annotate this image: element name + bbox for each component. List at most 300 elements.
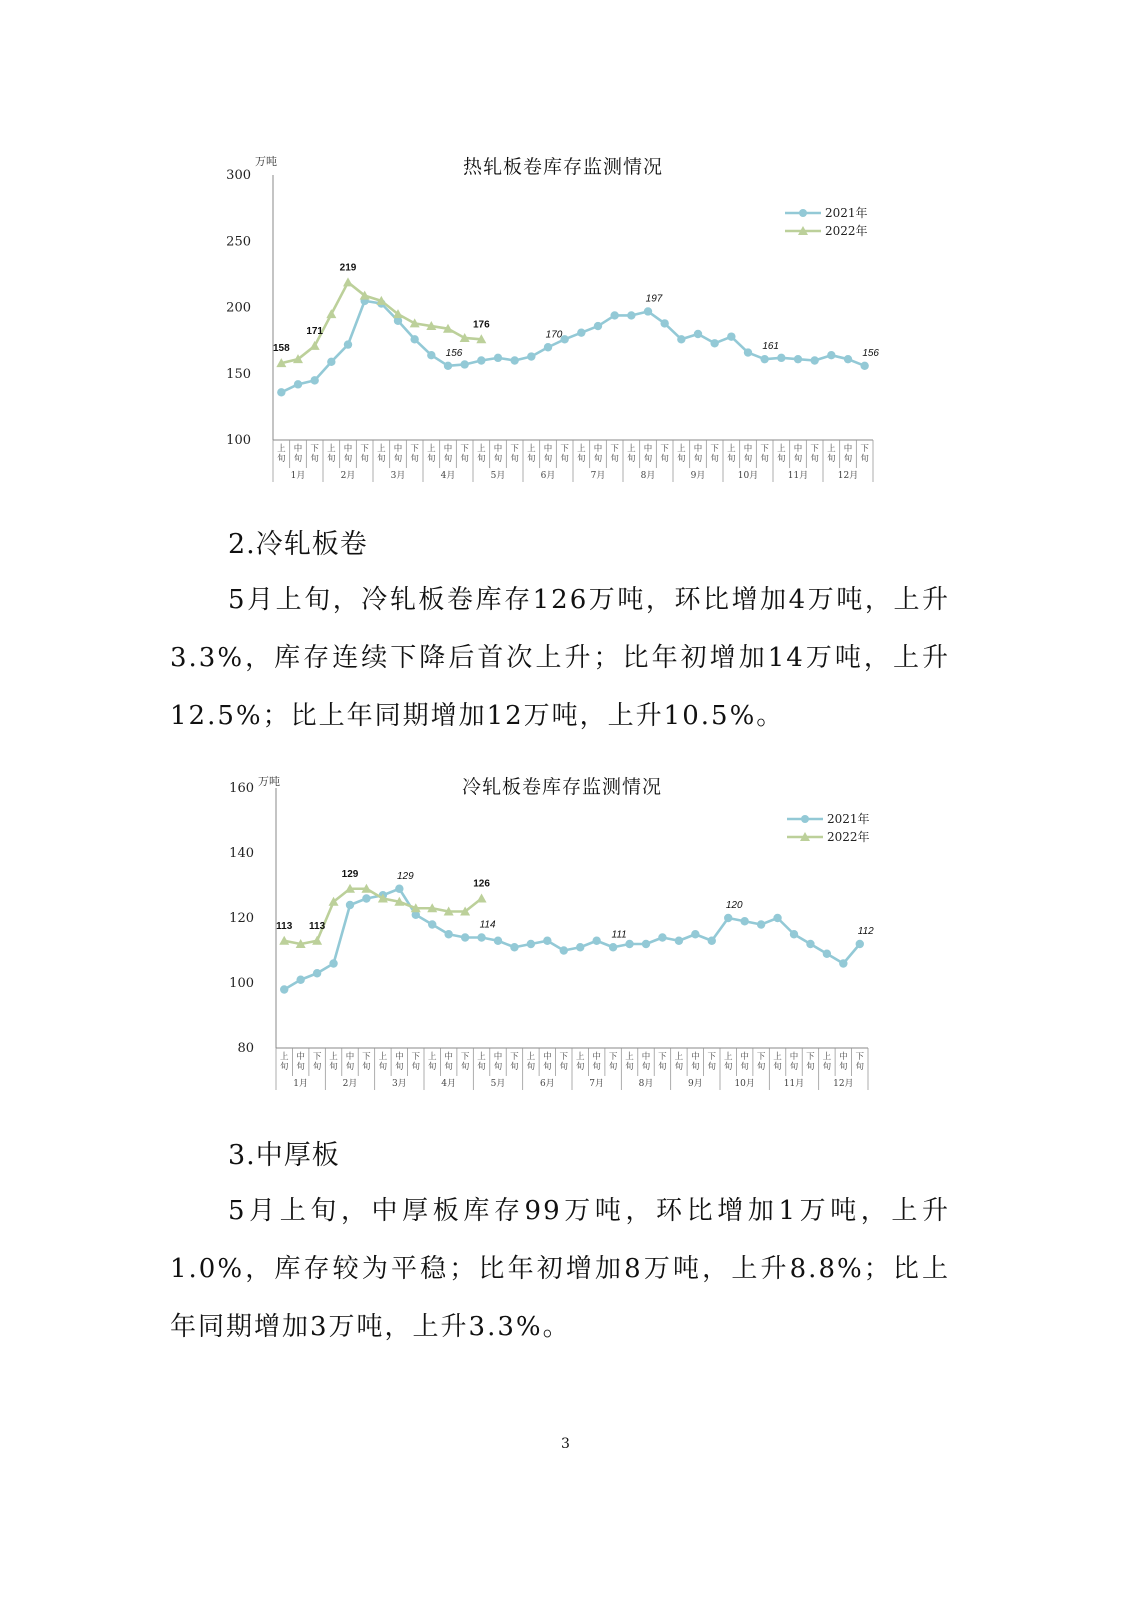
data-point — [329, 959, 337, 967]
x-tick-label — [510, 444, 519, 464]
data-point — [460, 360, 468, 368]
x-tick-char: 旬 — [593, 454, 603, 464]
x-tick-label — [395, 1051, 404, 1072]
x-tick-char: 下 — [510, 444, 519, 454]
data-point — [627, 311, 635, 319]
x-tick-label — [592, 1051, 601, 1072]
x-tick-char: 旬 — [843, 454, 853, 464]
data-label: 111 — [611, 929, 627, 941]
x-tick-label — [410, 444, 419, 464]
x-tick-char: 中 — [493, 1052, 503, 1062]
data-point — [344, 340, 352, 348]
x-tick-label — [694, 443, 703, 464]
x-month-label: 10月 — [737, 471, 759, 481]
data-label: 120 — [725, 900, 743, 911]
x-month-label: 6月 — [540, 471, 556, 481]
data-point — [827, 351, 835, 359]
data-point — [313, 969, 321, 977]
data-point — [677, 335, 685, 343]
data-point — [592, 937, 600, 945]
x-tick-label — [360, 444, 369, 464]
x-tick-char: 下 — [559, 1052, 569, 1062]
data-label: 158 — [272, 343, 290, 355]
data-point — [527, 940, 535, 948]
x-tick-char: 上 — [327, 444, 336, 454]
data-point — [544, 343, 552, 351]
x-tick-char: 旬 — [789, 1062, 799, 1072]
x-tick-label — [625, 1051, 634, 1072]
x-tick-label — [644, 443, 653, 464]
x-tick-label — [594, 443, 603, 464]
x-tick-char: 旬 — [393, 454, 403, 464]
data-point — [280, 985, 288, 993]
x-tick-char: 旬 — [378, 1062, 388, 1072]
x-month-label: 2月 — [342, 1079, 358, 1089]
y-tick-label: 250 — [226, 234, 251, 250]
data-point — [806, 940, 814, 948]
x-tick-char: 下 — [860, 444, 869, 454]
data-point — [510, 356, 518, 364]
x-tick-label — [827, 443, 836, 464]
x-month-label: 3月 — [390, 471, 406, 481]
x-tick-char: 下 — [510, 1052, 519, 1062]
cold-rolled-chart-svg — [225, 765, 905, 1100]
x-tick-char: 上 — [277, 444, 286, 454]
x-tick-label — [710, 444, 719, 464]
y-tick-label: 300 — [226, 168, 251, 183]
x-tick-char: 上 — [822, 1052, 832, 1062]
x-tick-char: 旬 — [693, 454, 703, 464]
data-point — [362, 894, 370, 902]
x-tick-char: 上 — [627, 444, 636, 454]
x-tick-char: 上 — [625, 1052, 634, 1062]
legend-marker — [799, 209, 807, 217]
x-tick-char: 旬 — [360, 454, 369, 464]
x-tick-label — [313, 1052, 322, 1072]
x-tick-char: 旬 — [806, 1062, 815, 1072]
data-point — [294, 380, 302, 388]
data-point — [856, 940, 864, 948]
x-tick-label — [329, 1051, 338, 1072]
x-tick-char: 旬 — [855, 1062, 865, 1072]
y-unit-label: 万吨 — [258, 775, 280, 788]
x-tick-char: 旬 — [707, 1062, 717, 1072]
x-tick-char: 下 — [312, 1052, 322, 1062]
x-month-label: 3月 — [391, 1079, 407, 1089]
data-point — [477, 356, 485, 364]
x-tick-char: 旬 — [444, 1062, 453, 1072]
x-tick-char: 旬 — [674, 1062, 684, 1072]
x-tick-char: 旬 — [411, 1062, 421, 1072]
x-tick-label — [576, 1051, 585, 1072]
x-tick-char: 旬 — [527, 454, 536, 464]
x-month-label: 9月 — [687, 1079, 703, 1089]
data-point — [760, 355, 768, 363]
x-tick-char: 旬 — [493, 1062, 503, 1072]
x-tick-char: 旬 — [395, 1062, 404, 1072]
section-heading-cold-rolled: 2.冷轧板卷 — [228, 529, 368, 560]
x-tick-label — [760, 444, 769, 464]
x-tick-char: 上 — [427, 1052, 437, 1062]
data-point — [724, 914, 732, 922]
x-tick-char: 上 — [677, 444, 686, 454]
x-tick-char: 旬 — [660, 454, 669, 464]
x-tick-char: 旬 — [310, 454, 319, 464]
x-tick-label — [577, 443, 586, 464]
x-tick-label — [494, 443, 503, 464]
y-tick-label: 120 — [229, 911, 254, 926]
x-tick-char: 旬 — [460, 1062, 470, 1072]
data-point — [727, 332, 735, 340]
x-tick-char: 旬 — [627, 454, 636, 464]
x-tick-char: 下 — [608, 1052, 618, 1062]
x-tick-char: 旬 — [743, 454, 753, 464]
x-tick-label — [494, 1051, 503, 1072]
x-tick-char: 旬 — [327, 454, 336, 464]
data-point — [777, 354, 785, 362]
x-tick-char: 下 — [411, 1052, 421, 1062]
x-tick-label — [428, 1051, 437, 1072]
x-tick-char: 中 — [543, 1052, 552, 1062]
x-tick-char: 旬 — [777, 454, 786, 464]
x-tick-char: 旬 — [608, 1062, 618, 1072]
x-tick-char: 下 — [310, 444, 319, 454]
data-point — [427, 351, 435, 359]
x-tick-char: 旬 — [477, 1062, 486, 1072]
x-tick-label — [377, 443, 386, 464]
x-tick-char: 上 — [674, 1052, 684, 1062]
data-point — [609, 943, 617, 951]
x-tick-char: 中 — [493, 444, 503, 454]
x-month-label: 8月 — [640, 471, 656, 481]
x-tick-char: 下 — [362, 1052, 371, 1062]
x-tick-char: 下 — [560, 444, 569, 454]
x-month-label: 7月 — [589, 1079, 605, 1089]
x-tick-label — [773, 1051, 782, 1072]
data-label: 156 — [862, 347, 880, 359]
data-point — [790, 930, 798, 938]
data-label: 114 — [479, 919, 496, 931]
legend-marker — [801, 815, 809, 823]
x-tick-char: 旬 — [756, 1062, 766, 1072]
data-point — [395, 885, 403, 893]
x-tick-char: 中 — [593, 444, 603, 454]
x-tick-char: 旬 — [592, 1062, 601, 1072]
x-tick-char: 下 — [806, 1052, 815, 1062]
x-tick-label — [740, 1051, 749, 1072]
hot-rolled-chart-svg — [225, 145, 905, 485]
y-tick-label: 100 — [229, 976, 254, 991]
x-tick-char: 中 — [293, 444, 303, 454]
x-tick-char: 旬 — [727, 454, 736, 464]
x-tick-char: 下 — [460, 1052, 470, 1062]
x-tick-label — [296, 1051, 305, 1072]
x-tick-label — [560, 1052, 569, 1072]
x-tick-label — [344, 443, 353, 464]
data-label: 129 — [341, 868, 359, 880]
x-month-label: 2月 — [340, 471, 356, 481]
x-tick-char: 下 — [710, 444, 719, 454]
x-tick-char: 旬 — [827, 454, 836, 464]
x-tick-char: 旬 — [677, 454, 686, 464]
data-point — [694, 330, 702, 338]
x-tick-label — [444, 443, 453, 464]
x-tick-char: 下 — [707, 1052, 717, 1062]
x-tick-label — [543, 1051, 552, 1072]
x-tick-label — [658, 1052, 667, 1072]
data-point — [410, 335, 418, 343]
x-tick-char: 中 — [843, 444, 853, 454]
data-point — [660, 319, 668, 327]
x-tick-label — [427, 443, 436, 464]
x-tick-char: 中 — [743, 444, 753, 454]
x-tick-label — [675, 1051, 684, 1072]
data-point — [494, 354, 502, 362]
x-tick-char: 下 — [855, 1052, 865, 1062]
x-tick-char: 下 — [360, 444, 369, 454]
series-line-2021年 — [284, 889, 860, 990]
x-tick-label — [744, 443, 753, 464]
x-tick-char: 中 — [641, 1052, 651, 1062]
x-tick-char: 旬 — [293, 454, 303, 464]
data-point — [310, 376, 318, 384]
x-tick-char: 旬 — [643, 454, 653, 464]
x-tick-label — [777, 443, 786, 464]
data-point — [346, 901, 354, 909]
x-tick-char: 下 — [658, 1052, 667, 1062]
data-point — [744, 348, 752, 356]
data-point — [444, 930, 452, 938]
data-point — [428, 920, 436, 928]
x-tick-char: 中 — [296, 1052, 305, 1062]
data-point — [594, 322, 602, 330]
x-month-label: 11月 — [787, 471, 809, 481]
x-tick-char: 上 — [777, 444, 786, 454]
x-tick-label — [412, 1052, 421, 1072]
x-tick-char: 上 — [477, 1052, 486, 1062]
data-label: 129 — [396, 870, 414, 882]
data-label: 113 — [276, 920, 293, 932]
x-tick-label — [477, 1051, 486, 1072]
x-month-label: 4月 — [440, 471, 456, 481]
x-tick-char: 上 — [477, 444, 486, 454]
x-tick-char: 旬 — [427, 454, 436, 464]
x-tick-char: 旬 — [296, 1062, 305, 1072]
data-point — [658, 933, 666, 941]
legend-label: 2022年 — [825, 224, 868, 238]
page-number: 3 — [561, 1436, 570, 1452]
x-tick-label — [280, 1051, 289, 1072]
data-label: 113 — [309, 920, 326, 932]
data-point — [691, 930, 699, 938]
x-tick-label — [610, 444, 619, 464]
x-tick-char: 上 — [377, 444, 386, 454]
data-label: 156 — [445, 347, 463, 359]
x-tick-label — [806, 1052, 815, 1072]
x-tick-char: 旬 — [575, 1062, 585, 1072]
legend-label: 2022年 — [827, 830, 870, 844]
x-tick-char: 旬 — [810, 454, 819, 464]
x-tick-char: 旬 — [312, 1062, 322, 1072]
x-tick-label — [510, 1052, 519, 1072]
x-tick-char: 旬 — [559, 1062, 569, 1072]
x-tick-label — [460, 444, 469, 464]
x-tick-char: 旬 — [773, 1062, 782, 1072]
x-month-label: 5月 — [490, 471, 506, 481]
x-tick-char: 旬 — [543, 1062, 552, 1072]
x-tick-char: 旬 — [740, 1062, 749, 1072]
y-unit-label: 万吨 — [255, 155, 277, 168]
data-point — [642, 940, 650, 948]
data-point — [343, 277, 353, 286]
data-point — [327, 358, 335, 366]
data-point — [296, 976, 304, 984]
x-month-label: 9月 — [690, 471, 706, 481]
section-heading-medium-plate: 3.中厚板 — [228, 1140, 340, 1171]
data-label: 170 — [545, 329, 563, 341]
x-tick-char: 中 — [345, 1052, 355, 1062]
x-tick-char: 旬 — [345, 1062, 355, 1072]
x-tick-char: 上 — [723, 1052, 733, 1062]
x-tick-label — [677, 443, 686, 464]
x-tick-label — [394, 443, 403, 464]
x-month-label: 1月 — [293, 1079, 309, 1089]
y-tick-label: 80 — [237, 1041, 254, 1056]
x-tick-char: 下 — [760, 444, 769, 454]
data-point — [326, 309, 336, 318]
x-tick-label — [794, 443, 803, 464]
x-month-label: 5月 — [490, 1079, 506, 1089]
data-point — [810, 356, 818, 364]
data-point — [844, 355, 852, 363]
x-tick-char: 旬 — [793, 454, 803, 464]
data-point — [675, 937, 683, 945]
data-point — [610, 311, 618, 319]
data-point — [494, 937, 502, 945]
x-tick-char: 旬 — [560, 454, 569, 464]
chart-title: 冷轧板卷库存监测情况 — [461, 776, 663, 798]
x-tick-label — [757, 1052, 766, 1072]
x-tick-char: 旬 — [493, 454, 503, 464]
data-point — [860, 362, 868, 370]
data-label: 171 — [306, 325, 324, 337]
x-tick-char: 中 — [691, 1052, 700, 1062]
x-tick-char: 上 — [727, 444, 736, 454]
x-tick-label — [627, 443, 636, 464]
x-month-label: 4月 — [441, 1079, 457, 1089]
x-tick-char: 上 — [827, 444, 836, 454]
x-tick-char: 旬 — [277, 454, 286, 464]
x-tick-label — [810, 444, 819, 464]
x-tick-char: 下 — [460, 444, 469, 454]
legend-label: 2021年 — [825, 206, 868, 220]
x-tick-label — [844, 443, 853, 464]
x-month-label: 10月 — [734, 1079, 755, 1089]
x-tick-char: 旬 — [543, 454, 553, 464]
x-tick-char: 旬 — [723, 1062, 733, 1072]
x-tick-label — [860, 444, 869, 464]
data-point — [310, 341, 320, 350]
x-tick-char: 旬 — [343, 454, 353, 464]
y-tick-label: 160 — [229, 781, 254, 796]
x-tick-char: 旬 — [477, 454, 486, 464]
x-tick-label — [708, 1052, 717, 1072]
x-tick-label — [477, 443, 486, 464]
x-tick-char: 上 — [527, 444, 536, 454]
x-tick-char: 旬 — [510, 1062, 519, 1072]
data-point — [710, 339, 718, 347]
section-paragraph-cold-rolled: 5月上旬，冷轧板卷库存126万吨，环比增加4万吨，上升3.3%，库存连续下降后首次上升；比年初增加14万吨，上升12.5%；比上年同期增加12万吨，上升10.5%。 — [170, 585, 950, 731]
x-tick-char: 中 — [592, 1052, 601, 1062]
x-tick-char: 中 — [443, 444, 453, 454]
x-tick-char: 下 — [810, 444, 819, 454]
x-tick-label — [277, 443, 286, 464]
x-tick-char: 上 — [329, 1052, 338, 1062]
x-tick-label — [642, 1051, 651, 1072]
data-point — [773, 914, 781, 922]
x-tick-label — [839, 1051, 848, 1072]
data-point — [560, 946, 568, 954]
x-tick-char: 旬 — [279, 1062, 289, 1072]
x-tick-label — [724, 1051, 733, 1072]
x-tick-char: 旬 — [658, 1062, 667, 1072]
x-tick-char: 旬 — [460, 454, 469, 464]
x-tick-char: 下 — [756, 1052, 766, 1062]
cold-rolled-inventory-chart — [225, 765, 905, 1100]
x-tick-label — [310, 444, 319, 464]
x-tick-char: 中 — [740, 1052, 749, 1062]
data-label: 219 — [339, 262, 357, 274]
data-label: 176 — [472, 319, 490, 331]
data-point — [477, 933, 485, 941]
data-point — [277, 388, 285, 396]
y-tick-label: 140 — [229, 846, 254, 861]
x-tick-char: 上 — [526, 1052, 536, 1062]
data-label: 161 — [762, 341, 780, 353]
x-tick-label — [346, 1051, 355, 1072]
data-label: 126 — [473, 878, 490, 890]
data-label: 197 — [645, 293, 663, 305]
data-point — [527, 352, 535, 360]
x-tick-char: 中 — [643, 444, 653, 454]
data-point — [644, 307, 652, 315]
x-tick-char: 旬 — [577, 454, 586, 464]
x-tick-char: 上 — [577, 444, 586, 454]
data-point — [510, 943, 518, 951]
x-tick-char: 旬 — [641, 1062, 651, 1072]
x-tick-char: 旬 — [427, 1062, 437, 1072]
x-tick-label — [527, 1051, 536, 1072]
data-point — [577, 328, 585, 336]
x-tick-char: 中 — [444, 1052, 453, 1062]
x-month-label: 12月 — [837, 471, 859, 481]
data-point — [576, 943, 584, 951]
x-tick-char: 中 — [393, 444, 403, 454]
x-tick-char: 中 — [789, 1052, 799, 1062]
x-tick-char: 下 — [410, 444, 419, 454]
x-tick-char: 上 — [427, 444, 436, 454]
x-tick-label — [527, 443, 536, 464]
x-tick-label — [691, 1051, 700, 1072]
data-point — [823, 950, 831, 958]
x-tick-label — [294, 443, 303, 464]
x-tick-label — [660, 444, 669, 464]
x-tick-char: 中 — [793, 444, 803, 454]
x-tick-label — [461, 1052, 470, 1072]
x-month-label: 11月 — [783, 1079, 805, 1089]
x-tick-char: 下 — [660, 444, 669, 454]
x-tick-char: 上 — [378, 1052, 388, 1062]
